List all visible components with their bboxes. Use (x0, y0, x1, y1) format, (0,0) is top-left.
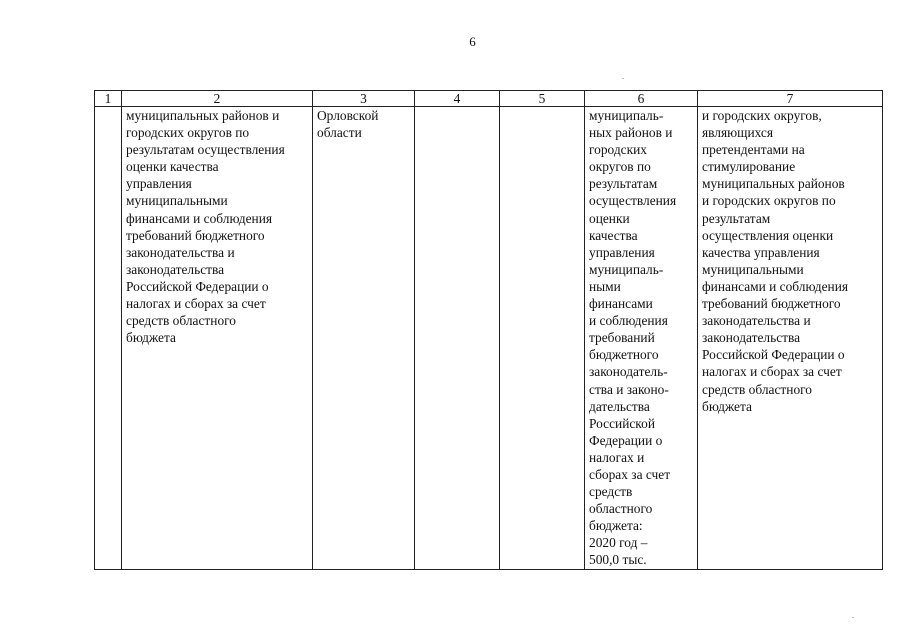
scan-speck (622, 78, 624, 79)
scan-speck (852, 617, 854, 618)
cell-col5 (500, 107, 585, 570)
cell-col2-text: муниципальных районов и городских округов по результатам осуществления оценки качества управления муниципальными финансами и соблюдения требований бюджетного законодательства и законодательства Российской Федерации о налогах и сборах за счет средств областного бюджета (126, 108, 285, 346)
column-header-3: 3 (313, 91, 415, 107)
page-number: 6 (469, 34, 476, 49)
table-row (95, 107, 883, 570)
cell-col6 (585, 107, 698, 570)
cell-col4 (415, 107, 500, 570)
cell-col7-text: и городских округов, являющихся претендентами на стимулирование муниципальных районов и городских округов по результатам осуществления оценки качества управления муниципальными финансами и соблюдения требований бюджетного законодательства и законодательства Российской Федерации о налогах и сборах за счет средств областного бюджета (702, 108, 849, 414)
column-header-7: 7 (698, 91, 883, 107)
cell-col1 (95, 107, 122, 570)
cell-col3 (313, 107, 415, 570)
column-header-6: 6 (585, 91, 698, 107)
cell-col3-text: Орловской области (317, 108, 379, 141)
document-table (94, 90, 883, 570)
cell-col7 (698, 107, 883, 570)
cell-col2 (122, 107, 313, 570)
cell-col6-text: муниципаль- ных районов и городских округов по результатам осуществления оценки качества управления муниципаль- ными финансами и соблюдения требований бюджетного законодатель- ства и законо- дательства Российской Федерации о налогах и сборах за счет средств областного бюджета: 2020 год – 500,0 тыс. (589, 108, 677, 568)
column-header-2: 2 (122, 91, 313, 107)
column-header-4: 4 (415, 91, 500, 107)
table-header-row (95, 91, 883, 107)
column-header-1: 1 (95, 91, 122, 107)
column-header-5: 5 (500, 91, 585, 107)
